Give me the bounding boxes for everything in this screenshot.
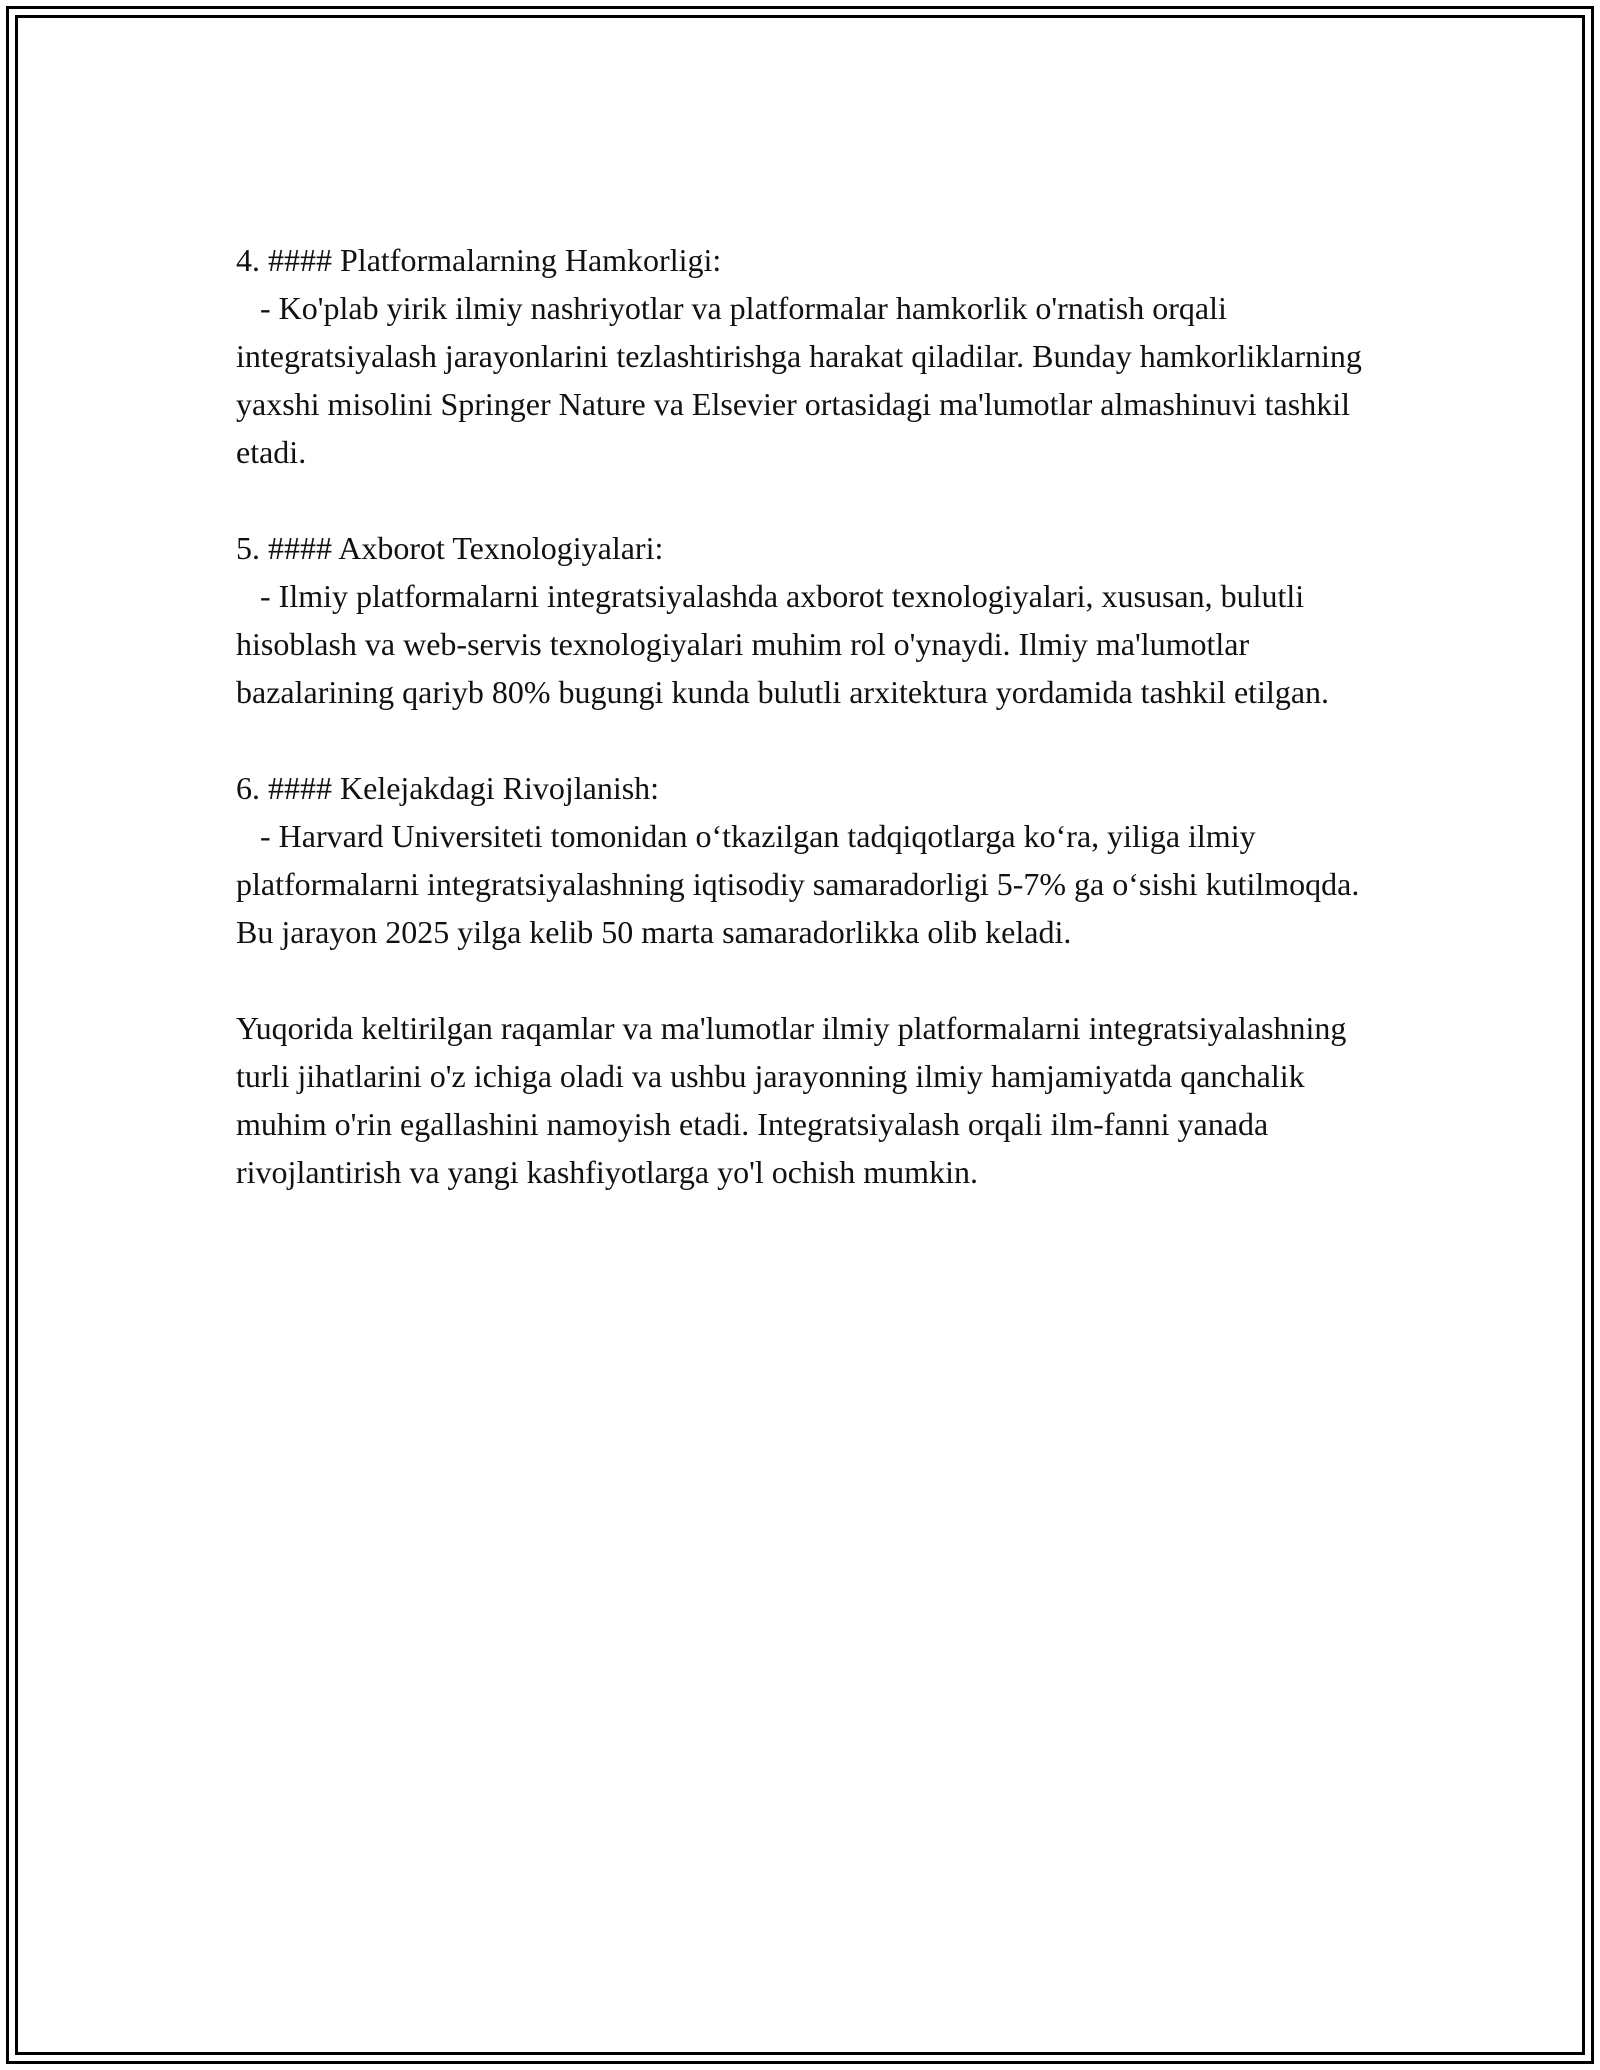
- section-platform-cooperation: [236, 236, 1386, 476]
- section-paragraph: - Ko'plab yirik ilmiy nashriyotlar va platformalar hamkorlik o'rnatish orqali integratsiyalash jarayonlarini tezlashtirishga harakat qiladilar. Bunday hamkorliklarning yaxshi misolini Springer Nature va Elsevier ortasidagi ma'lumotlar almashinuvi tashkil etadi.: [236, 290, 1370, 470]
- closing-paragraph: Yuqorida keltirilgan raqamlar va ma'lumotlar ilmiy platformalarni integratsiyalashning turli jihatlarini o'z ichiga oladi va ushbu jarayonning ilmiy hamjamiyatda qanchalik muhim o'rin egallashini namoyish etadi. Integratsiyalash orqali ilm-fanni yanada rivojlantirish va yangi kashfiyotlarga yo'l ochish mumkin.: [236, 1010, 1347, 1190]
- section-heading: 4. #### Platformalarning Hamkorligi:: [236, 242, 722, 278]
- section-future-development: [236, 764, 1386, 956]
- section-heading: 5. #### Axborot Texnologiyalari:: [236, 530, 664, 566]
- section-paragraph: - Ilmiy platformalarni integratsiyalashda axborot texnologiyalari, xususan, bulutli hisoblash va web-servis texnologiyalari muhim rol o'ynaydi. Ilmiy ma'lumotlar bazalarining qariyb 80% bugungi kunda bulutli arxitektura yordamida tashkil etilgan.: [236, 578, 1330, 710]
- section-heading: 6. #### Kelejakdagi Rivojlanish:: [236, 770, 660, 806]
- section-information-technologies: [236, 524, 1386, 716]
- document-body: [236, 236, 1386, 1196]
- section-paragraph: - Harvard Universiteti tomonidan o‘tkazilgan tadqiqotlarga ko‘ra, yiliga ilmiy platformalarni integratsiyalashning iqtisodiy samaradorligi 5-7% ga o‘sishi kutilmoqda. Bu jarayon 2025 yilga kelib 50 marta samaradorlikka olib keladi.: [236, 818, 1368, 950]
